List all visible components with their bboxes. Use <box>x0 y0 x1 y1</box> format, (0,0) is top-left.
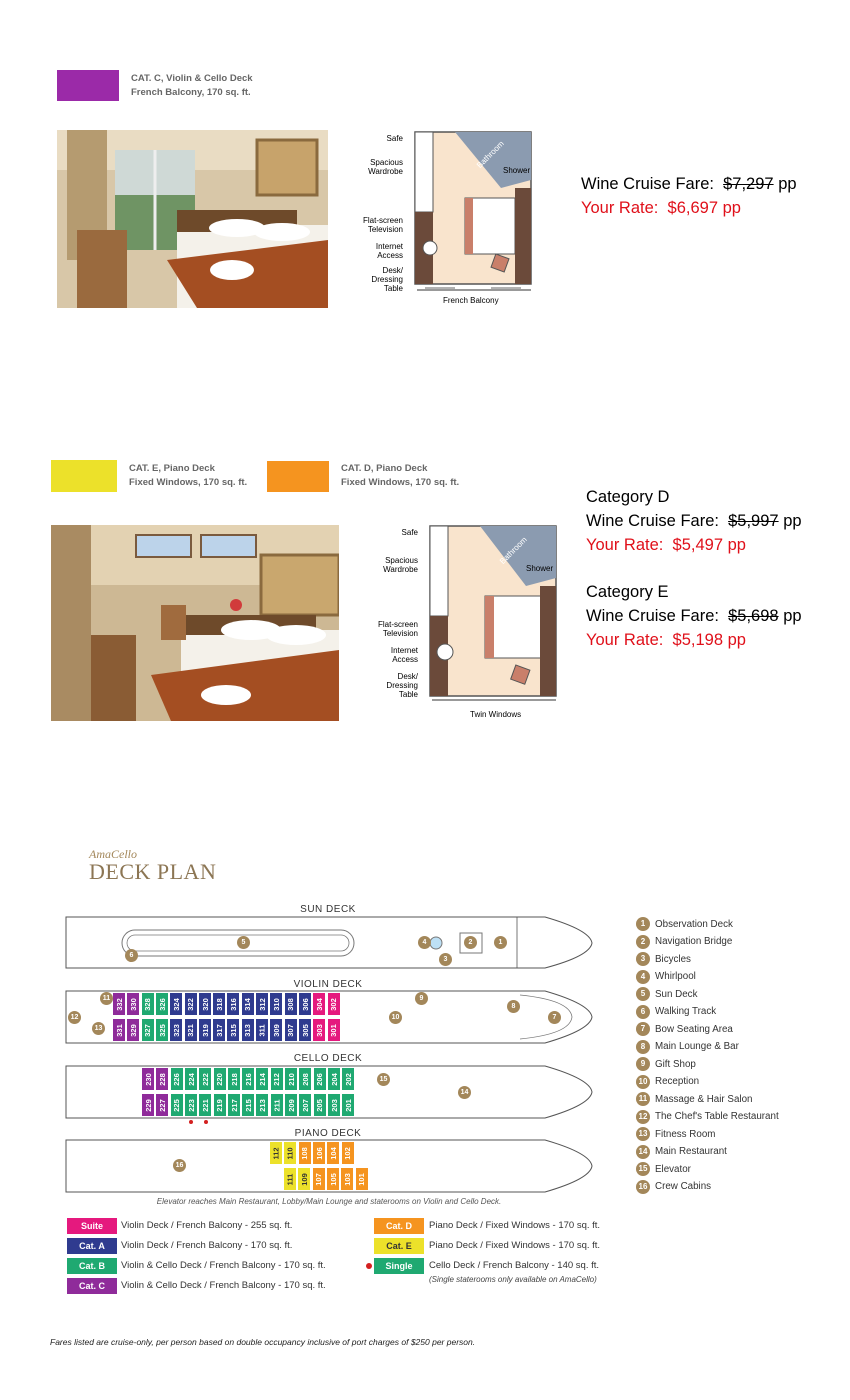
single-dot <box>366 1263 372 1269</box>
cabin-226[interactable]: 226 <box>171 1068 184 1090</box>
label-internet: Internet Access <box>375 242 403 260</box>
legend-label: Main Lounge & Bar <box>655 1041 739 1052</box>
legend-item-5 <box>636 986 697 1002</box>
key-box-suite: Suite <box>67 1218 117 1234</box>
cabin-210[interactable]: 210 <box>285 1068 298 1090</box>
cabin-323[interactable]: 323 <box>170 1019 183 1041</box>
legend-label: Gift Shop <box>655 1058 696 1070</box>
badge-7: 7 <box>548 1011 561 1024</box>
legend-number: 15 <box>636 1162 650 1176</box>
single-note: (Single staterooms only available on AmaCello) <box>429 1275 597 1284</box>
legend-item-15 <box>636 1161 691 1177</box>
legend-number: 5 <box>636 987 650 1001</box>
cabin-107[interactable]: 107 <box>313 1168 326 1190</box>
cabin-111[interactable]: 111 <box>284 1168 297 1190</box>
cabin-108[interactable]: 108 <box>299 1142 312 1164</box>
cabin-321[interactable]: 321 <box>185 1019 198 1041</box>
cat-c-label: CAT. C, Violin & Cello Deck French Balcony, 170 sq. ft. <box>131 73 253 98</box>
violin-deck-label: VIOLIN DECK <box>293 979 363 990</box>
cabin-217[interactable]: 217 <box>228 1094 241 1116</box>
cabin-309[interactable]: 309 <box>270 1019 283 1041</box>
badge-11: 11 <box>100 992 113 1005</box>
legend-label: Reception <box>655 1076 700 1087</box>
cabin-327[interactable]: 327 <box>142 1019 155 1041</box>
cabin-320[interactable]: 320 <box>199 993 212 1015</box>
fare-c: Wine Cruise Fare: $7,297 pp Your Rate: $6,697 pp <box>581 175 797 217</box>
legend-item-3 <box>636 951 691 967</box>
cabin-305[interactable]: 305 <box>299 1019 312 1041</box>
cabin-301[interactable]: 301 <box>328 1019 341 1041</box>
cabin-223[interactable]: 223 <box>185 1094 198 1116</box>
cabin-304[interactable]: 304 <box>313 993 326 1015</box>
legend-number: 6 <box>636 1005 650 1019</box>
cabin-316[interactable]: 316 <box>227 993 240 1015</box>
cabin-212[interactable]: 212 <box>271 1068 284 1090</box>
cabin-209[interactable]: 209 <box>285 1094 298 1116</box>
cabin-203[interactable]: 203 <box>328 1094 341 1116</box>
cabin-303[interactable]: 303 <box>313 1019 326 1041</box>
legend-number: 10 <box>636 1075 650 1089</box>
cabin-330[interactable]: 330 <box>127 993 140 1015</box>
cabin-328[interactable]: 328 <box>142 993 155 1015</box>
legend-number: 12 <box>636 1110 650 1124</box>
legend-label: Bow Seating Area <box>655 1023 733 1035</box>
cabin-318[interactable]: 318 <box>213 993 226 1015</box>
legend-label: Main Restaurant <box>655 1146 727 1157</box>
legend-item-2 <box>636 934 732 950</box>
cabin-201[interactable]: 201 <box>342 1094 355 1116</box>
fare-d: Category D Wine Cruise Fare: $5,997 pp Your Rate: $5,497 pp <box>586 488 802 554</box>
cabin-211[interactable]: 211 <box>271 1094 284 1116</box>
legend-number: 4 <box>636 970 650 984</box>
badge-6: 6 <box>125 949 138 962</box>
label-windows: Twin Windows <box>470 710 522 719</box>
cat-d-label: CAT. D, Piano Deck Fixed Windows, 170 sq. ft. <box>341 463 460 488</box>
key-box-cat-a: Cat. A <box>67 1238 117 1254</box>
cello-deck-label: CELLO DECK <box>293 1053 363 1064</box>
cabin-221[interactable]: 221 <box>199 1094 212 1116</box>
key-description: Violin Deck / French Balcony - 255 sq. ft. <box>121 1220 293 1231</box>
cabin-109[interactable]: 109 <box>298 1168 311 1190</box>
cabin-313[interactable]: 313 <box>242 1019 255 1041</box>
cabin-325[interactable]: 325 <box>156 1019 169 1041</box>
badge-3: 3 <box>439 953 452 966</box>
legend-item-13 <box>636 1126 715 1142</box>
cabin-317[interactable]: 317 <box>213 1019 226 1041</box>
cabin-202[interactable]: 202 <box>342 1068 355 1090</box>
footnote: Fares listed are cruise-only, per person based on double occupancy inclusive of port charges of $250 per person. <box>50 1337 476 1347</box>
cabin-104[interactable]: 104 <box>327 1142 340 1164</box>
cabin-230[interactable]: 230 <box>142 1068 155 1090</box>
key-box-cat-c: Cat. C <box>67 1278 117 1294</box>
cabin-229[interactable]: 229 <box>142 1094 155 1116</box>
cabin-106[interactable]: 106 <box>313 1142 326 1164</box>
badge-5: 5 <box>237 936 250 949</box>
legend-item-7 <box>636 1021 733 1037</box>
key-description: Violin & Cello Deck / French Balcony - 170 sq. ft. <box>121 1280 326 1291</box>
cabin-103[interactable]: 103 <box>341 1168 354 1190</box>
cabin-206[interactable]: 206 <box>314 1068 327 1090</box>
cabin-220[interactable]: 220 <box>214 1068 227 1090</box>
legend-label: Massage & Hair Salon <box>655 1093 753 1105</box>
cabin-315[interactable]: 315 <box>227 1019 240 1041</box>
key-description: Violin & Cello Deck / French Balcony - 170 sq. ft. <box>121 1260 326 1271</box>
label-tv: Flat-screen Television <box>377 620 418 638</box>
cabin-332[interactable]: 332 <box>113 993 126 1015</box>
label-internet: Internet Access <box>390 646 418 664</box>
label-tv: Flat-screen Television <box>362 216 403 234</box>
cabin-329[interactable]: 329 <box>127 1019 140 1041</box>
legend-label: The Chef's Table Restaurant <box>655 1111 779 1122</box>
label-bathroom: Bathroom <box>497 535 529 566</box>
cabin-216[interactable]: 216 <box>242 1068 255 1090</box>
label-bathroom: Bathroom <box>474 139 506 170</box>
badge-12: 12 <box>68 1011 81 1024</box>
key-box-cat-b: Cat. B <box>67 1258 117 1274</box>
cabin-218[interactable]: 218 <box>228 1068 241 1090</box>
badge-1: 1 <box>494 936 507 949</box>
ship-name: AmaCello <box>89 847 137 861</box>
badge-8: 8 <box>507 1000 520 1013</box>
cabin-222[interactable]: 222 <box>199 1068 212 1090</box>
key-description: Piano Deck / Fixed Windows - 170 sq. ft. <box>429 1240 601 1251</box>
legend-label: Observation Deck <box>655 918 733 930</box>
cabin-302[interactable]: 302 <box>328 993 341 1015</box>
label-wardrobe: Spacious Wardrobe <box>383 556 418 574</box>
cabin-308[interactable]: 308 <box>285 993 298 1015</box>
cabin-215[interactable]: 215 <box>242 1094 255 1116</box>
label-desk: Desk/ Dressing Table <box>371 266 403 293</box>
legend-number: 16 <box>636 1180 650 1194</box>
sun-deck-label: SUN DECK <box>300 904 356 915</box>
legend-number: 3 <box>636 952 650 966</box>
legend-number: 8 <box>636 1040 650 1054</box>
badge-14: 14 <box>458 1086 471 1099</box>
legend-number: 1 <box>636 917 650 931</box>
legend-label: Bicycles <box>655 953 691 965</box>
cabin-227[interactable]: 227 <box>156 1094 169 1116</box>
label-desk: Desk/ Dressing Table <box>386 672 418 699</box>
cabin-102[interactable]: 102 <box>342 1142 355 1164</box>
label-balcony: French Balcony <box>443 296 499 305</box>
legend-label: Sun Deck <box>655 988 698 1000</box>
badge-16: 16 <box>173 1159 186 1172</box>
cabin-204[interactable]: 204 <box>328 1068 341 1090</box>
key-box-cat-d: Cat. D <box>374 1218 424 1234</box>
cabin-228[interactable]: 228 <box>156 1068 169 1090</box>
legend-label: Navigation Bridge <box>655 936 733 947</box>
label-shower: Shower <box>503 166 531 175</box>
legend-number: 9 <box>636 1057 650 1071</box>
cabin-205[interactable]: 205 <box>314 1094 327 1116</box>
legend-item-9 <box>636 1056 696 1072</box>
cabin-219[interactable]: 219 <box>214 1094 227 1116</box>
legend-label: Elevator <box>655 1163 691 1175</box>
legend-label: Walking Track <box>655 1006 717 1017</box>
badge-9: 9 <box>415 992 428 1005</box>
badge-10: 10 <box>389 1011 402 1024</box>
legend-number: 14 <box>636 1145 650 1159</box>
legend-item-16 <box>636 1179 711 1195</box>
cabin-326[interactable]: 326 <box>156 993 169 1015</box>
badge-13: 13 <box>92 1022 105 1035</box>
cabin-213[interactable]: 213 <box>256 1094 269 1116</box>
label-wardrobe: Spacious Wardrobe <box>368 158 403 176</box>
legend-number: 11 <box>636 1092 650 1106</box>
legend-item-1 <box>636 916 733 932</box>
legend-item-11 <box>636 1091 752 1107</box>
cabin-319[interactable]: 319 <box>199 1019 212 1041</box>
cabin-208[interactable]: 208 <box>299 1068 312 1090</box>
deckplan-title: DECK PLAN <box>89 859 217 884</box>
cabin-331[interactable]: 331 <box>113 1019 126 1041</box>
legend-item-4 <box>636 969 696 985</box>
elevator-note: Elevator reaches Main Restaurant, Lobby/Main Lounge and staterooms on Violin and Cello Deck. <box>156 1197 502 1206</box>
key-description: Cello Deck / French Balcony - 140 sq. ft. <box>429 1260 600 1271</box>
legend-item-10 <box>636 1074 699 1090</box>
legend-label: Fitness Room <box>655 1128 716 1140</box>
cabin-307[interactable]: 307 <box>285 1019 298 1041</box>
legend-item-12 <box>636 1109 779 1125</box>
key-box-cat-e: Cat. E <box>374 1238 424 1254</box>
badge-4: 4 <box>418 936 431 949</box>
label-shower: Shower <box>526 564 554 573</box>
legend-number: 2 <box>636 935 650 949</box>
cabin-214[interactable]: 214 <box>256 1068 269 1090</box>
cabin-310[interactable]: 310 <box>270 993 283 1015</box>
badge-15: 15 <box>377 1073 390 1086</box>
legend-item-14 <box>636 1144 727 1160</box>
cabin-312[interactable]: 312 <box>256 993 269 1015</box>
legend-item-8 <box>636 1039 739 1055</box>
cabin-224[interactable]: 224 <box>185 1068 198 1090</box>
cabin-324[interactable]: 324 <box>170 993 183 1015</box>
legend-label: Crew Cabins <box>655 1181 712 1192</box>
legend-number: 7 <box>636 1022 650 1036</box>
cabin-322[interactable]: 322 <box>185 993 198 1015</box>
label-safe: Safe <box>401 528 418 537</box>
cabin-314[interactable]: 314 <box>242 993 255 1015</box>
cat-e-label: CAT. E, Piano Deck Fixed Windows, 170 sq. ft. <box>129 463 248 488</box>
cabin-112[interactable]: 112 <box>270 1142 283 1164</box>
cabin-311[interactable]: 311 <box>256 1019 269 1041</box>
key-description: Piano Deck / Fixed Windows - 170 sq. ft. <box>429 1220 601 1231</box>
piano-deck-label: PIANO DECK <box>294 1128 362 1139</box>
label-safe: Safe <box>386 134 403 143</box>
fare-e: Category E Wine Cruise Fare: $5,698 pp Your Rate: $5,198 pp <box>586 583 802 649</box>
cabin-207[interactable]: 207 <box>299 1094 312 1116</box>
cabin-306[interactable]: 306 <box>299 993 312 1015</box>
cabin-225[interactable]: 225 <box>171 1094 184 1116</box>
legend-label: Whirlpool <box>655 971 696 982</box>
key-description: Violin Deck / French Balcony - 170 sq. ft. <box>121 1240 293 1251</box>
cabin-101[interactable]: 101 <box>356 1168 369 1190</box>
cabin-110[interactable]: 110 <box>284 1142 297 1164</box>
badge-2: 2 <box>464 936 477 949</box>
legend-number: 13 <box>636 1127 650 1141</box>
legend-item-6 <box>636 1004 716 1020</box>
cabin-105[interactable]: 105 <box>327 1168 340 1190</box>
key-box-single: Single <box>374 1258 424 1274</box>
